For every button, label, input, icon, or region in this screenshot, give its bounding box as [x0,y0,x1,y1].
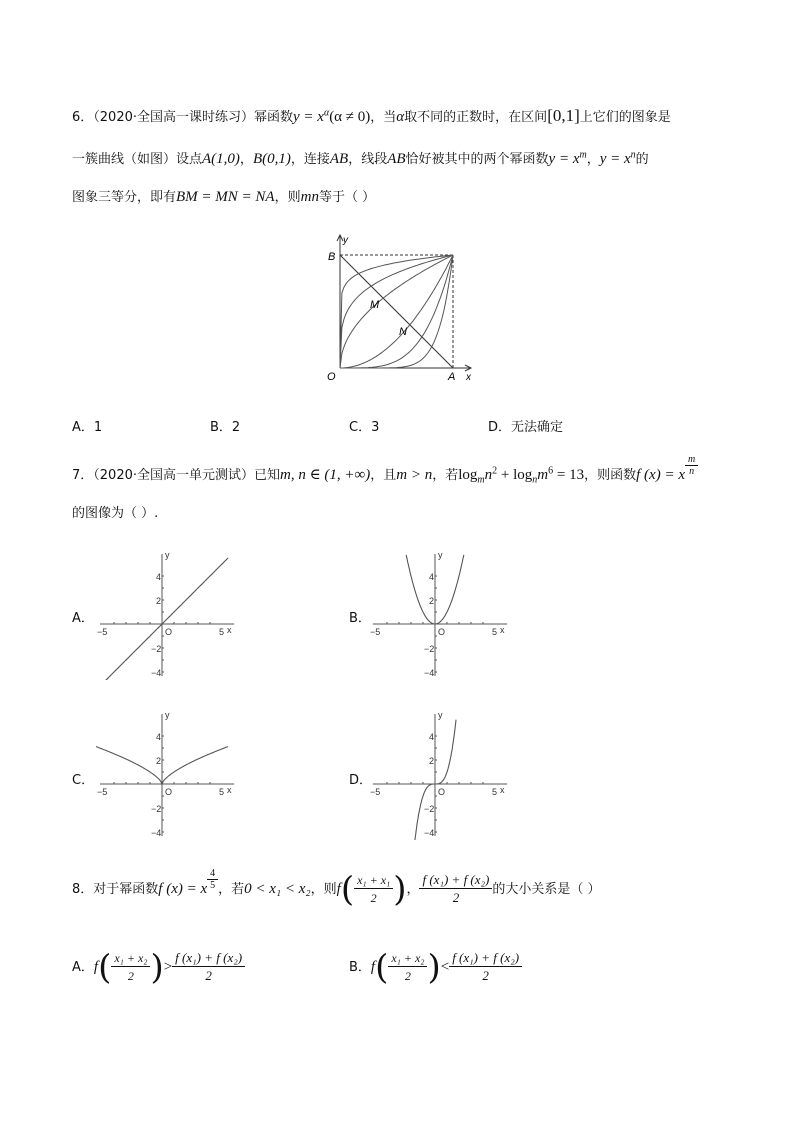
tick-label-y: 4 [156,572,162,582]
q8-line: 8．对于幂函数f (x) = x $\frac{4}{5}$ ，若0 < x₁ < x₂，则f( $\frac{\text{x₁ + x₁}}{2}$ )， $\frac{\text{f (x₁) + f (x₂)}}{2}$ 的大小关系是（ ） [72,868,601,910]
q6-line3: 图象三等分，即有BM = MN = NA，则mn等于（ ） [72,189,376,205]
axis-label-y: y [438,710,443,720]
label-y: y [343,235,348,246]
tick-label-y: −4 [424,828,435,838]
tick-label-y: 2 [156,756,162,766]
axis-label-x: x [227,785,232,795]
q6-option-b[interactable]: B．2 [210,420,241,435]
tick-label-x: 5 [492,627,498,637]
label-M: M [370,299,380,311]
q7-line2: 的图像为（ ）. [72,506,159,521]
tick-label-y: −4 [424,668,435,678]
q7-option-c[interactable]: C． [72,773,95,788]
tick-label-x: 5 [492,787,498,797]
tick-label-x: −5 [97,627,108,637]
tick-label-y: 2 [156,596,162,606]
q7-graph-a[interactable] [92,548,252,680]
tick-label-x: −5 [370,787,381,797]
q7-line1: 7．（2020·全国高一单元测试）已知m, n ∈ (1, +∞)，且m > n，若$\log_mn^2 + \log_nm^6 = 13$，则函数f (x) = x $\frac{m}{n}$ [72,464,698,487]
tick-label-y: −2 [424,644,435,654]
origin-label: O [165,787,173,797]
tick-label-y: 4 [429,732,435,742]
q7-graph-c[interactable] [92,708,252,840]
q6-option-a[interactable]: A．1 [72,420,103,435]
q7-graph-d[interactable] [365,708,525,840]
function-curve [102,558,228,680]
tick-label-y: 2 [429,756,435,766]
axis-label-y: y [165,550,170,560]
axis-label-x: x [500,625,505,635]
label-O: O [327,371,336,383]
origin-label: O [165,627,173,637]
tick-label-y: −4 [151,828,162,838]
tick-label-y: −2 [424,804,435,814]
label-B: B [328,251,336,263]
q6-option-c[interactable]: C．3 [349,420,380,435]
q8-option-b[interactable]: B．f( $\frac{\text{x₁ + x₂}}{2}$ )< $\frac{\text{f (x₁) + f (x₂)}}{2}$ [349,950,522,985]
q6-line2: 一簇曲线（如图）设点A(1,0)，B(0,1)，连接AB，线段AB恰好被其中的两个幂函数$y = x^m$，$y = x^n$的 [72,149,649,167]
label-x: x [466,372,471,383]
q7-option-a[interactable]: A． [72,611,94,626]
q6-line1: 6．（2020·全国高一课时练习）幂函数$y = x^\alpha(\alpha \ne 0)$，当α取不同的正数时，在区间[0,1]上它们的图象是 [72,106,671,125]
tick-label-x: −5 [370,627,381,637]
q6-option-d[interactable]: D．无法确定 [488,420,564,435]
axis-label-y: y [438,550,443,560]
tick-label-y: 2 [429,596,435,606]
segment-ab [340,255,453,368]
tick-label-y: −2 [151,644,162,654]
tick-label-y: −4 [151,668,162,678]
tick-label-x: 5 [219,627,225,637]
q8-option-a[interactable]: A．f( $\frac{\text{x₁ + x₂}}{2}$ )> $\frac{\text{f (x₁) + f (x₂)}}{2}$ [72,950,245,985]
q6-power-function-figure [320,228,480,384]
tick-label-y: 4 [429,572,435,582]
axis-label-x: x [227,625,232,635]
q7-option-d[interactable]: D． [349,773,373,788]
tick-label-y: 4 [156,732,162,742]
q7-graph-b[interactable] [365,548,525,680]
axis-label-y: y [165,710,170,720]
origin-label: O [438,627,446,637]
tick-label-y: −2 [151,804,162,814]
axis-label-x: x [500,785,505,795]
tick-label-x: 5 [219,787,225,797]
tick-label-x: −5 [97,787,108,797]
label-N: N [399,326,407,338]
label-A: A [448,371,456,383]
origin-label: O [438,787,446,797]
q7-option-b[interactable]: B． [349,611,371,626]
